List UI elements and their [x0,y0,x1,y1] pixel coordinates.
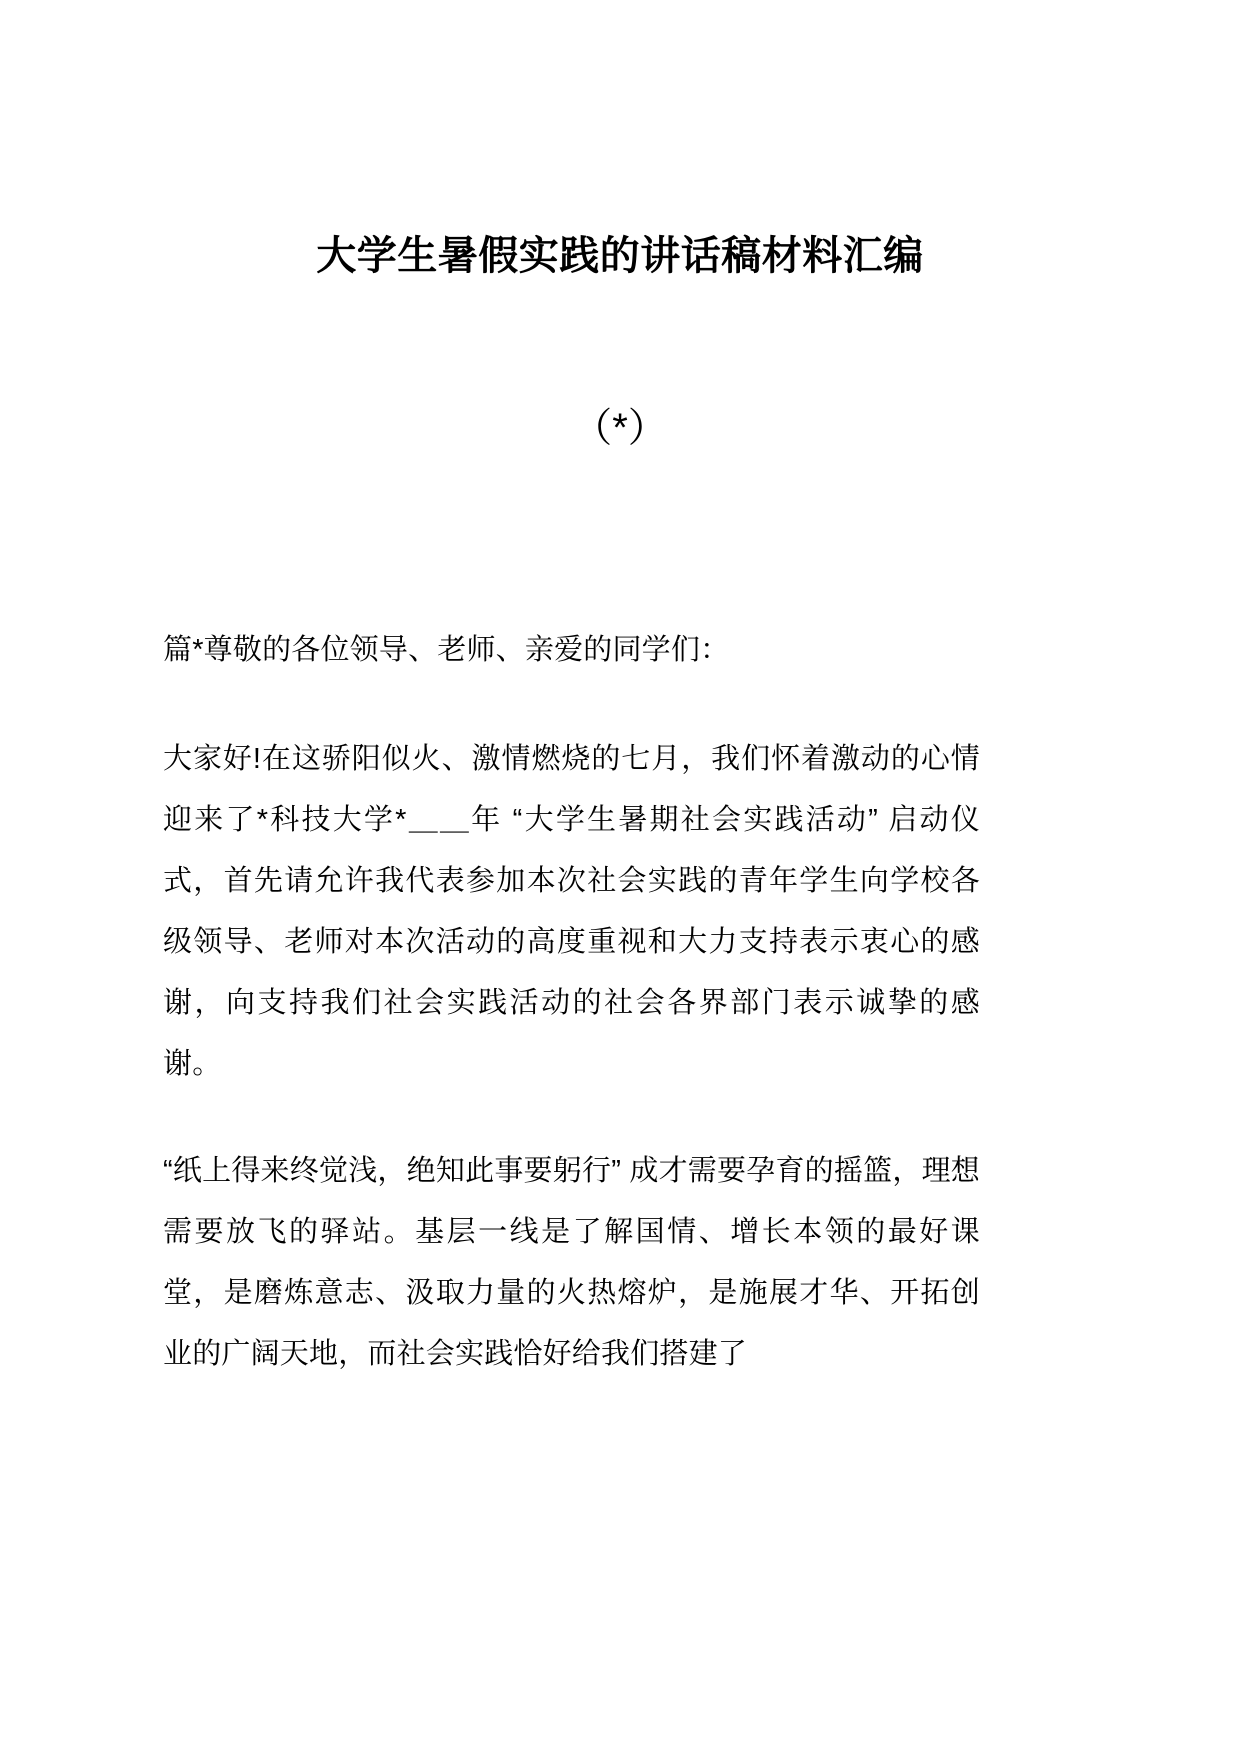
page-subtitle: （*） [572,406,668,450]
page-title: 大学生暑假实践的讲话稿材料汇编 [316,234,924,278]
document-body [163,620,980,1385]
paragraph-greeting-thanks: 大家好!在这骄阳似火、激情燃烧的七月，我们怀着激动的心情迎来了*科技大学*＿＿年 “大学生暑期社会实践活动” 启动仪式，首先请允许我代表参加本次社会实践的青年学生向学校各级领导、老师对本次活动的高度重视和大力支持表示衷心的感谢，向支持我们社会实践活动的社会各界部门表示诚挚的感谢。 [163,743,980,1080]
paragraph-practice-significance: “纸上得来终觉浅，绝知此事要躬行” 成才需要孕育的摇篮，理想需要放飞的驿站。基层一线是了解国情、增长本领的最好课堂，是磨炼意志、汲取力量的火热熔炉，是施展才华、开拓创业的广阔天地，而社会实践恰好给我们搭建了 [163,1155,980,1370]
paragraph-salutation: 篇*尊敬的各位领导、老师、亲爱的同学们： [163,634,730,666]
